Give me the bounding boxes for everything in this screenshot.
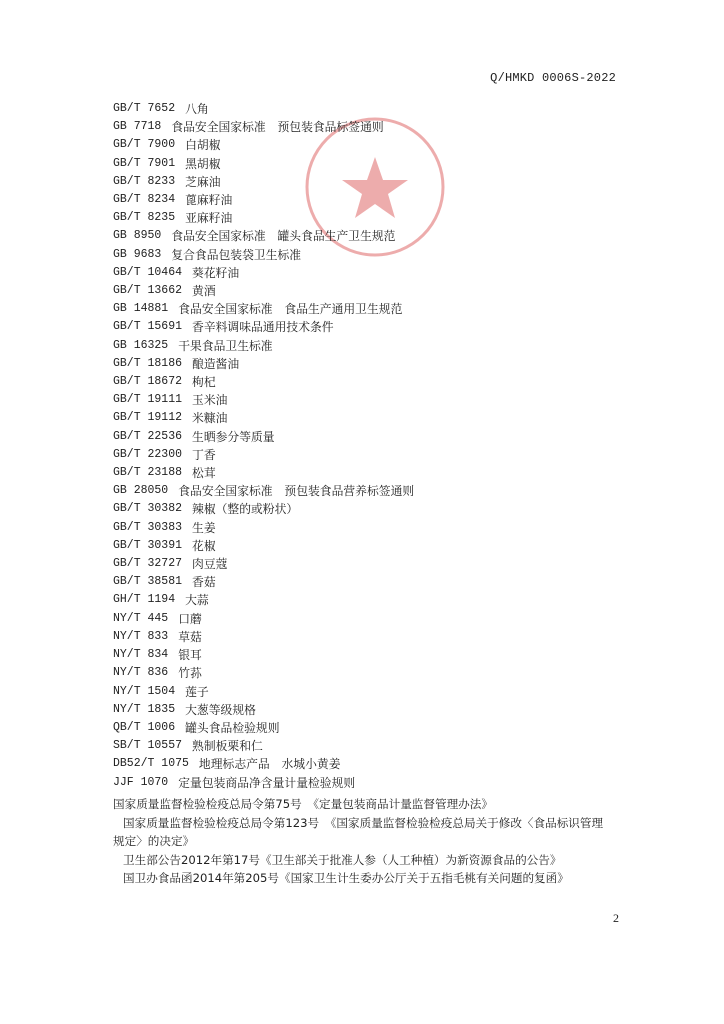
standard-code: GB 14881 [113,302,169,316]
note-line: 国家质量监督检验检疫总局令第123号 《国家质量监督检验检疫总局关于修改〈食品标识管理规定〉的决定》 [113,815,604,848]
standard-title: 花椒 [192,538,216,553]
standard-code: GB 9683 [113,247,162,261]
standard-item [113,573,633,591]
standard-code: GB/T 30391 [113,538,183,552]
standard-title: 枸杞 [192,375,216,390]
document-code: Q/HMKD 0006S-2022 [490,71,616,85]
standard-code: GH/T 1194 [113,593,176,607]
standard-item [113,628,633,646]
standard-code: GB/T 8233 [113,174,176,188]
standard-title: 食品安全国家标准 食品生产通用卫生规范 [178,302,403,317]
standard-title: 莲子 [185,684,209,699]
standard-title: 蓖麻籽油 [185,193,233,208]
standard-item [113,646,633,664]
standard-item [113,755,633,773]
standard-title: 玉米油 [192,393,228,408]
standard-code: NY/T 836 [113,666,169,680]
standard-item [113,318,633,336]
standard-item [113,118,633,136]
standard-code: GB/T 22300 [113,447,183,461]
standard-title: 干果食品卫生标准 [178,338,273,353]
standard-code: NY/T 833 [113,629,169,643]
standard-title: 食品安全国家标准 预包装食品营养标签通则 [178,484,415,499]
standard-code: SB/T 10557 [113,739,183,753]
standard-title: 复合食品包装袋卫生标准 [171,247,302,262]
standard-title: 熟制板栗和仁 [192,739,263,754]
standard-code: GB/T 19112 [113,411,183,425]
standard-code: GB/T 7652 [113,102,176,115]
standard-item [113,391,633,409]
standard-title: 竹荪 [178,666,202,681]
standard-title: 黄酒 [192,284,216,299]
standard-title: 地理标志产品 水城小黄姜 [198,757,341,772]
standard-code: GB/T 13662 [113,284,183,298]
regulation-notes [113,795,613,888]
page-number: 2 [613,911,619,925]
standard-code: QB/T 1006 [113,720,176,734]
standard-title: 罐头食品检验规则 [185,720,280,735]
standard-item [113,555,633,573]
standard-item [113,227,633,245]
standard-code: DB52/T 1075 [113,757,189,771]
standard-item [113,300,633,318]
standard-code: GB/T 15691 [113,320,183,334]
standard-title: 酿造酱油 [192,356,240,371]
standard-code: GB/T 22536 [113,429,183,443]
standard-code: GB/T 38581 [113,575,183,589]
standard-code: GB/T 8234 [113,193,176,207]
standard-title: 食品安全国家标准 预包装食品标签通则 [171,120,384,135]
standard-item [113,282,633,300]
standard-item [113,136,633,154]
standard-code: GB/T 30382 [113,502,183,516]
standard-title: 生晒参分等质量 [192,429,275,444]
standard-title: 亚麻籽油 [185,211,233,226]
note-line: 国家质量监督检验检疫总局令第75号 《定量包装商品计量监督管理办法》 [113,797,493,811]
standard-item [113,701,633,719]
standard-code: GB/T 18672 [113,375,183,389]
standard-item [113,173,633,191]
standard-code: GB/T 10464 [113,265,183,279]
standard-title: 草菇 [178,629,202,644]
standard-title: 香菇 [192,575,216,590]
standard-title: 肉豆蔻 [192,557,228,572]
normative-references-list [113,100,633,792]
standard-title: 大蒜 [185,593,209,608]
standard-code: GB 8950 [113,229,162,243]
standard-title: 大葱等级规格 [185,702,256,717]
standard-code: GB/T 32727 [113,557,183,571]
standard-item [113,191,633,209]
standard-code: GB 28050 [113,484,169,498]
standard-title: 银耳 [178,648,202,663]
standard-item [113,155,633,173]
standard-code: NY/T 445 [113,611,169,625]
standard-item [113,446,633,464]
standard-title: 辣椒（整的或粉状） [192,502,299,517]
standard-title: 松茸 [192,466,216,481]
standard-item [113,373,633,391]
standard-code: NY/T 834 [113,648,169,662]
standard-title: 米糠油 [192,411,228,426]
standard-title: 生姜 [192,520,216,535]
standard-code: GB/T 8235 [113,211,176,225]
note-line: 国卫办食品函2014年第205号《国家卫生计生委办公厅关于五指毛桃有关问题的复函》 [123,871,569,885]
standard-item [113,428,633,446]
standard-title: 白胡椒 [185,138,221,153]
standard-code: GB/T 7900 [113,138,176,152]
standard-code: NY/T 1504 [113,684,176,698]
standard-item [113,464,633,482]
standard-code: JJF 1070 [113,775,169,789]
standard-title: 芝麻油 [185,174,221,189]
standard-item [113,610,633,628]
standard-item [113,591,633,609]
standard-code: GB 7718 [113,120,162,134]
standard-item [113,774,633,792]
note-line: 卫生部公告2012年第17号《卫生部关于批准人参（人工种植）为新资源食品的公告》 [123,852,562,867]
standard-item [113,719,633,737]
standard-title: 八角 [185,102,209,116]
standard-item [113,664,633,682]
standard-code: GB/T 30383 [113,520,183,534]
standard-code: NY/T 1835 [113,702,176,716]
standard-item [113,482,633,500]
standard-item [113,355,633,373]
standard-item [113,264,633,282]
standard-title: 葵花籽油 [192,265,240,280]
standard-title: 食品安全国家标准 罐头食品生产卫生规范 [171,229,396,244]
standard-code: GB/T 18186 [113,356,183,370]
standard-item [113,246,633,264]
standard-item [113,737,633,755]
standard-title: 黑胡椒 [185,156,221,171]
standard-code: GB/T 7901 [113,156,176,170]
standard-title: 丁香 [192,447,216,462]
standard-title: 香辛料调味品通用技术条件 [192,320,334,335]
standard-item [113,537,633,555]
standard-title: 口蘑 [178,611,202,626]
standard-code: GB/T 23188 [113,466,183,480]
standard-item [113,209,633,227]
standard-item [113,500,633,518]
standard-item [113,100,633,118]
standard-item [113,337,633,355]
standard-code: GB 16325 [113,338,169,352]
standard-code: GB/T 19111 [113,393,183,407]
standard-title: 定量包装商品净含量计量检验规则 [178,775,356,790]
standard-item [113,519,633,537]
standard-item [113,409,633,427]
standard-item [113,683,633,701]
